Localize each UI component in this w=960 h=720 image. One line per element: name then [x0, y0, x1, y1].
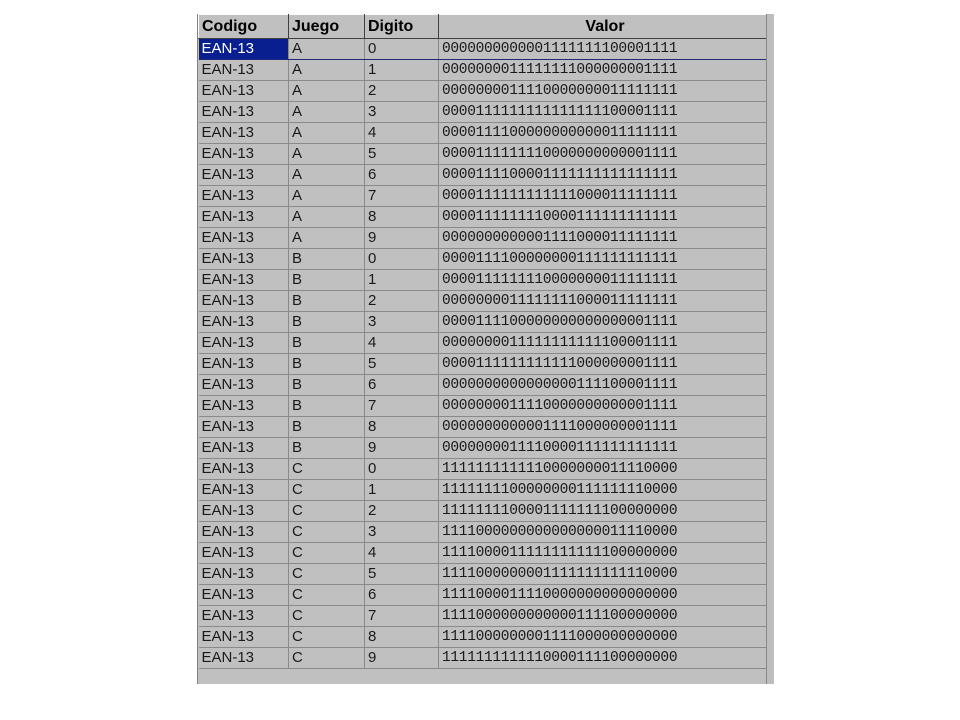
- cell-digito[interactable]: 1: [365, 60, 439, 81]
- cell-codigo[interactable]: EAN-13: [199, 312, 289, 333]
- cell-juego[interactable]: B: [289, 270, 365, 291]
- cell-juego[interactable]: C: [289, 501, 365, 522]
- cell-codigo[interactable]: EAN-13: [199, 333, 289, 354]
- cell-codigo[interactable]: EAN-13: [199, 102, 289, 123]
- cell-codigo[interactable]: EAN-13: [199, 186, 289, 207]
- data-grid[interactable]: [197, 14, 774, 684]
- cell-valor[interactable]: 0000111100000000111111111111: [439, 249, 772, 270]
- cell-juego[interactable]: B: [289, 417, 365, 438]
- cell-juego[interactable]: A: [289, 60, 365, 81]
- table-row[interactable]: [199, 81, 772, 102]
- cell-codigo[interactable]: EAN-13: [199, 354, 289, 375]
- cell-valor[interactable]: 1111111111110000000011110000: [439, 459, 772, 480]
- table-row[interactable]: [199, 606, 772, 627]
- table-row[interactable]: [199, 60, 772, 81]
- table-row[interactable]: [199, 354, 772, 375]
- cell-codigo[interactable]: EAN-13: [199, 648, 289, 669]
- cell-digito[interactable]: 7: [365, 396, 439, 417]
- table-row[interactable]: [199, 123, 772, 144]
- cell-valor[interactable]: 1111000000001111000000000000: [439, 627, 772, 648]
- cell-juego[interactable]: A: [289, 39, 365, 60]
- cell-digito[interactable]: 5: [365, 144, 439, 165]
- cell-codigo[interactable]: EAN-13: [199, 39, 289, 60]
- cell-juego[interactable]: A: [289, 207, 365, 228]
- cell-digito[interactable]: 0: [365, 39, 439, 60]
- cell-valor[interactable]: 0000111100000000000000001111: [439, 312, 772, 333]
- cell-digito[interactable]: 4: [365, 123, 439, 144]
- cell-valor[interactable]: 0000000011110000000000001111: [439, 396, 772, 417]
- table-row[interactable]: [199, 438, 772, 459]
- table-row[interactable]: [199, 207, 772, 228]
- cell-valor[interactable]: 0000000000001111000011111111: [439, 228, 772, 249]
- cell-digito[interactable]: 8: [365, 417, 439, 438]
- cell-valor[interactable]: 0000111100001111111111111111: [439, 165, 772, 186]
- cell-juego[interactable]: C: [289, 543, 365, 564]
- cell-codigo[interactable]: EAN-13: [199, 627, 289, 648]
- table-row[interactable]: [199, 228, 772, 249]
- cell-juego[interactable]: C: [289, 522, 365, 543]
- cell-valor[interactable]: 0000111111111111000000001111: [439, 354, 772, 375]
- cell-digito[interactable]: 6: [365, 165, 439, 186]
- cell-codigo[interactable]: EAN-13: [199, 438, 289, 459]
- cell-juego[interactable]: C: [289, 585, 365, 606]
- cell-juego[interactable]: B: [289, 312, 365, 333]
- table-row[interactable]: [199, 39, 772, 60]
- cell-digito[interactable]: 6: [365, 585, 439, 606]
- cell-digito[interactable]: 7: [365, 186, 439, 207]
- cell-valor[interactable]: 0000111111110000111111111111: [439, 207, 772, 228]
- cell-digito[interactable]: 3: [365, 312, 439, 333]
- table-row[interactable]: [199, 564, 772, 585]
- cell-codigo[interactable]: EAN-13: [199, 501, 289, 522]
- cell-juego[interactable]: A: [289, 144, 365, 165]
- cell-juego[interactable]: C: [289, 627, 365, 648]
- cell-digito[interactable]: 9: [365, 228, 439, 249]
- table-row[interactable]: [199, 648, 772, 669]
- cell-juego[interactable]: A: [289, 165, 365, 186]
- cell-valor[interactable]: 1111000000001111111111110000: [439, 564, 772, 585]
- cell-valor[interactable]: 0000000011111111111100001111: [439, 333, 772, 354]
- cell-digito[interactable]: 7: [365, 606, 439, 627]
- cell-juego[interactable]: A: [289, 228, 365, 249]
- cell-juego[interactable]: B: [289, 354, 365, 375]
- cell-digito[interactable]: 9: [365, 438, 439, 459]
- cell-juego[interactable]: C: [289, 648, 365, 669]
- column-header-juego[interactable]: Juego: [289, 15, 365, 39]
- column-header-valor[interactable]: Valor: [439, 15, 772, 39]
- cell-codigo[interactable]: EAN-13: [199, 396, 289, 417]
- table-row[interactable]: [199, 186, 772, 207]
- cell-juego[interactable]: B: [289, 396, 365, 417]
- cell-codigo[interactable]: EAN-13: [199, 144, 289, 165]
- cell-valor[interactable]: 1111000000000000111100000000: [439, 606, 772, 627]
- table-row[interactable]: [199, 270, 772, 291]
- table-row[interactable]: [199, 501, 772, 522]
- table-body: [199, 39, 772, 669]
- cell-digito[interactable]: 0: [365, 459, 439, 480]
- cell-juego[interactable]: B: [289, 249, 365, 270]
- table-row[interactable]: [199, 522, 772, 543]
- cell-valor[interactable]: 0000111111110000000011111111: [439, 270, 772, 291]
- table-row[interactable]: [199, 102, 772, 123]
- cell-codigo[interactable]: EAN-13: [199, 459, 289, 480]
- cell-juego[interactable]: B: [289, 291, 365, 312]
- cell-juego[interactable]: A: [289, 102, 365, 123]
- cell-codigo[interactable]: EAN-13: [199, 417, 289, 438]
- cell-digito[interactable]: 8: [365, 627, 439, 648]
- table-row[interactable]: [199, 312, 772, 333]
- cell-codigo[interactable]: EAN-13: [199, 81, 289, 102]
- cell-codigo[interactable]: EAN-13: [199, 291, 289, 312]
- cell-valor[interactable]: 0000111100000000000011111111: [439, 123, 772, 144]
- table-row[interactable]: [199, 543, 772, 564]
- column-header-codigo[interactable]: Codigo: [199, 15, 289, 39]
- cell-codigo[interactable]: EAN-13: [199, 228, 289, 249]
- cell-codigo[interactable]: EAN-13: [199, 165, 289, 186]
- cell-codigo[interactable]: EAN-13: [199, 270, 289, 291]
- cell-juego[interactable]: A: [289, 123, 365, 144]
- cell-valor[interactable]: 0000000011111111000011111111: [439, 291, 772, 312]
- table-row[interactable]: [199, 396, 772, 417]
- cell-juego[interactable]: C: [289, 480, 365, 501]
- cell-valor[interactable]: 0000000000001111111100001111: [439, 39, 772, 60]
- cell-digito[interactable]: 5: [365, 354, 439, 375]
- table-row[interactable]: [199, 249, 772, 270]
- cell-digito[interactable]: 1: [365, 480, 439, 501]
- values-table: [198, 14, 772, 669]
- cell-valor[interactable]: 0000000000000000111100001111: [439, 375, 772, 396]
- cell-digito[interactable]: 3: [365, 102, 439, 123]
- cell-digito[interactable]: 4: [365, 333, 439, 354]
- cell-codigo[interactable]: EAN-13: [199, 585, 289, 606]
- cell-digito[interactable]: 5: [365, 564, 439, 585]
- cell-codigo[interactable]: EAN-13: [199, 123, 289, 144]
- cell-codigo[interactable]: EAN-13: [199, 543, 289, 564]
- cell-valor[interactable]: 1111111111110000111100000000: [439, 648, 772, 669]
- cell-codigo[interactable]: EAN-13: [199, 606, 289, 627]
- table-row[interactable]: [199, 459, 772, 480]
- cell-valor[interactable]: 0000111111110000000000001111: [439, 144, 772, 165]
- cell-digito[interactable]: 1: [365, 270, 439, 291]
- table-row[interactable]: [199, 291, 772, 312]
- cell-valor[interactable]: 0000111111111111000011111111: [439, 186, 772, 207]
- cell-juego[interactable]: B: [289, 438, 365, 459]
- cell-codigo[interactable]: EAN-13: [199, 60, 289, 81]
- column-header-digito[interactable]: Digito: [365, 15, 439, 39]
- cell-juego[interactable]: C: [289, 459, 365, 480]
- cell-juego[interactable]: C: [289, 606, 365, 627]
- cell-valor[interactable]: 0000000000001111000000001111: [439, 417, 772, 438]
- cell-valor[interactable]: 0000000011111111000000001111: [439, 60, 772, 81]
- cell-valor[interactable]: 1111111100001111111100000000: [439, 501, 772, 522]
- cell-codigo[interactable]: EAN-13: [199, 249, 289, 270]
- table-row[interactable]: [199, 417, 772, 438]
- cell-valor[interactable]: 0000111111111111111100001111: [439, 102, 772, 123]
- table-row[interactable]: [199, 375, 772, 396]
- cell-codigo[interactable]: EAN-13: [199, 522, 289, 543]
- cell-valor[interactable]: 1111111100000000111111110000: [439, 480, 772, 501]
- table-row[interactable]: [199, 480, 772, 501]
- table-row[interactable]: [199, 585, 772, 606]
- cell-codigo[interactable]: EAN-13: [199, 375, 289, 396]
- cell-valor[interactable]: 0000000011110000000011111111: [439, 81, 772, 102]
- cell-codigo[interactable]: EAN-13: [199, 207, 289, 228]
- cell-digito[interactable]: 3: [365, 522, 439, 543]
- header-row: [199, 15, 772, 39]
- cell-digito[interactable]: 2: [365, 291, 439, 312]
- cell-digito[interactable]: 4: [365, 543, 439, 564]
- cell-valor[interactable]: 0000000011110000111111111111: [439, 438, 772, 459]
- table-row[interactable]: [199, 144, 772, 165]
- cell-juego[interactable]: C: [289, 564, 365, 585]
- cell-codigo[interactable]: EAN-13: [199, 480, 289, 501]
- cell-valor[interactable]: 1111000011110000000000000000: [439, 585, 772, 606]
- cell-juego[interactable]: A: [289, 186, 365, 207]
- cell-valor[interactable]: 1111000000000000000011110000: [439, 522, 772, 543]
- table-row[interactable]: [199, 333, 772, 354]
- cell-digito[interactable]: 0: [365, 249, 439, 270]
- cell-juego[interactable]: B: [289, 375, 365, 396]
- cell-juego[interactable]: A: [289, 81, 365, 102]
- table-row[interactable]: [199, 165, 772, 186]
- cell-digito[interactable]: 2: [365, 81, 439, 102]
- cell-digito[interactable]: 6: [365, 375, 439, 396]
- grid-right-border: [766, 14, 773, 684]
- cell-codigo[interactable]: EAN-13: [199, 564, 289, 585]
- cell-valor[interactable]: 1111000011111111111100000000: [439, 543, 772, 564]
- cell-juego[interactable]: B: [289, 333, 365, 354]
- cell-digito[interactable]: 8: [365, 207, 439, 228]
- table-row[interactable]: [199, 627, 772, 648]
- cell-digito[interactable]: 2: [365, 501, 439, 522]
- cell-digito[interactable]: 9: [365, 648, 439, 669]
